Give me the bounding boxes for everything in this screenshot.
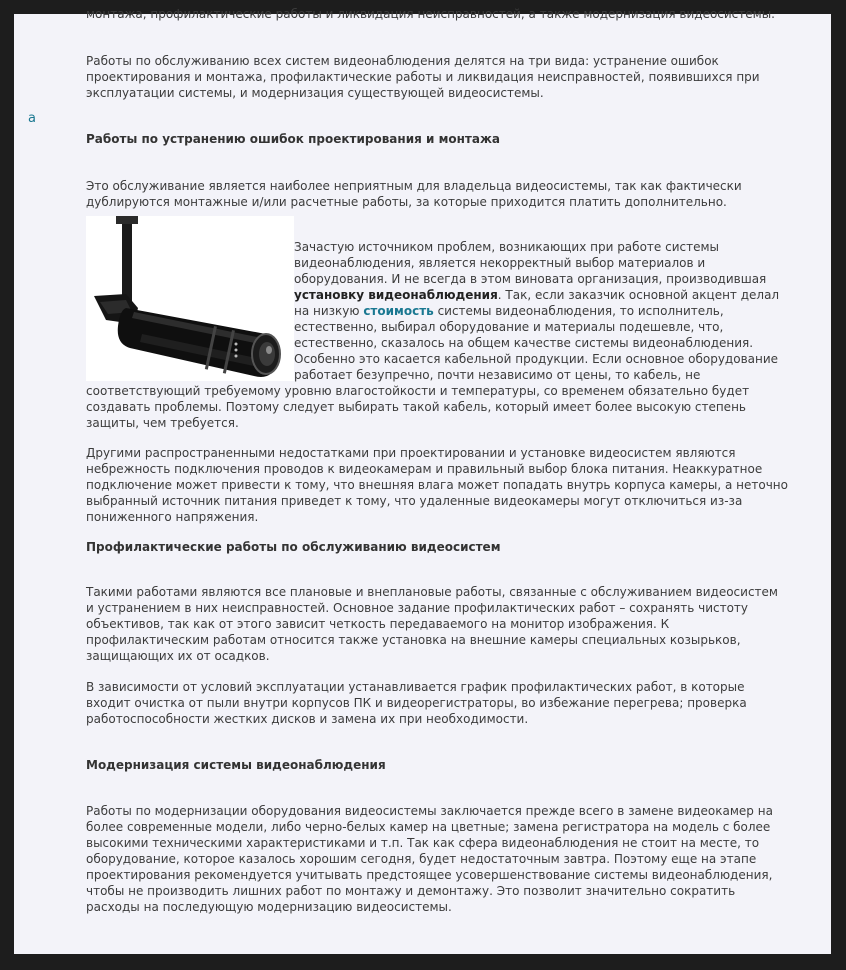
camera-image [86,216,294,381]
sidebar-link-fragment[interactable]: a [28,111,36,126]
maintenance-paragraph-1: Такими работами являются все плановые и внеплановые работы, связанные с обслуживанием видеосистем и устранением в них неисправностей. Основное задание профилактических работ – сохранять чистоту объективов, так как от этого зависит четкость передаваемого на монитор изображения. К профилактическим работам относится также установка на внешние камеры специальных козырьков, защищающих их от осадков. [86,585,778,663]
errors-p2-text-a: Зачастую источником проблем, возникающих при работе системы видеонаблюдения, является некорректный выбор материалов и оборудования. И не всегда в этом виновата организация, производившая [294,240,767,286]
maintenance-paragraph-2: В зависимости от условий эксплуатации устанавливается график профилактических работ, в которые входит очистка от пыли внутри корпусов ПК и видеорегистраторы, во избежание перегрева; проверка работоспособности жестких дисков и замена их при необходимости. [86,680,747,726]
top-cut-paragraph: монтажа, профилактические работы и ликвидация неисправностей, а также модернизация видеосистемы. [86,7,775,21]
keyword-installation: установку видеонаблюдения [294,288,498,302]
section-heading-modernization: Модернизация системы видеонаблюдения [86,758,386,772]
intro-paragraph: Работы по обслуживанию всех систем видеонаблюдения делятся на три вида: устранение ошибок проектирования и монтажа, профилактические работы и ликвидация неисправностей, появившихся при эксплуатации системы, и модернизация существующей видеосистемы. [86,54,760,100]
errors-p2-text-b: . Так, если заказчик основной акцент делал на низкую [294,288,780,318]
page-sheet [14,7,831,954]
errors-paragraph-with-image [86,216,788,431]
cost-link[interactable]: стоимость [363,304,434,318]
errors-p2-text-c: системы видеонаблюдения, то исполнитель, естественно, выбирал оборудование и материалы подешевле, что, естественно, сказалось на общем качестве системы видеонаблюдения. Особенно это касается кабельной продукции. Если основное оборудование работает безупречно, почти независимо от цены, то кабель, не соответствующий требуемому уровню влагостойкости и температуры, со временем обязательно будет создавать проблемы. Поэтому следует выбирать такой кабель, который имеет более высокую степень защиты, чем требуется. [86,304,779,430]
modernization-paragraph: Работы по модернизации оборудования видеосистемы заключается прежде всего в замене видеокамер на более современные модели, либо черно-белых камер на цветные; замена регистратора на модель с более высокими техническими характеристиками и т.п. Так как сфера видеонаблюдения не стоит на месте, то оборудование, которое казалось хорошим сегодня, будет недостаточным завтра. Поэтому еще на этапе проектирования рекомендуется учитывать предстоящее усовершенствование системы видеонаблюдения, чтобы не производить лишних работ по монтажу и демонтажу. Это позволит значительно сократить расходы на последующую модернизацию видеосистемы. [86,804,773,914]
errors-paragraph-3: Другими распространенными недостатками при проектировании и установке видеосистем являются небрежность подключения проводов к видеокамерам и правильный выбор блока питания. Неаккуратное подключение может привести к тому, что внешняя влага может попадать внутрь корпуса камеры, а неточно выбранный источник питания приведет к тому, что удаленные видеокамеры могут отключиться из-за пониженного напряжения. [86,446,788,524]
section-heading-maintenance: Профилактические работы по обслуживанию видеосистем [86,540,501,554]
section-heading-errors: Работы по устранению ошибок проектирования и монтажа [86,132,501,146]
errors-paragraph-1: Это обслуживание является наиболее неприятным для владельца видеосистемы, так как фактически дублируются монтажные и/или расчетные работы, за которые приходится платить дополнительно. [86,179,742,209]
